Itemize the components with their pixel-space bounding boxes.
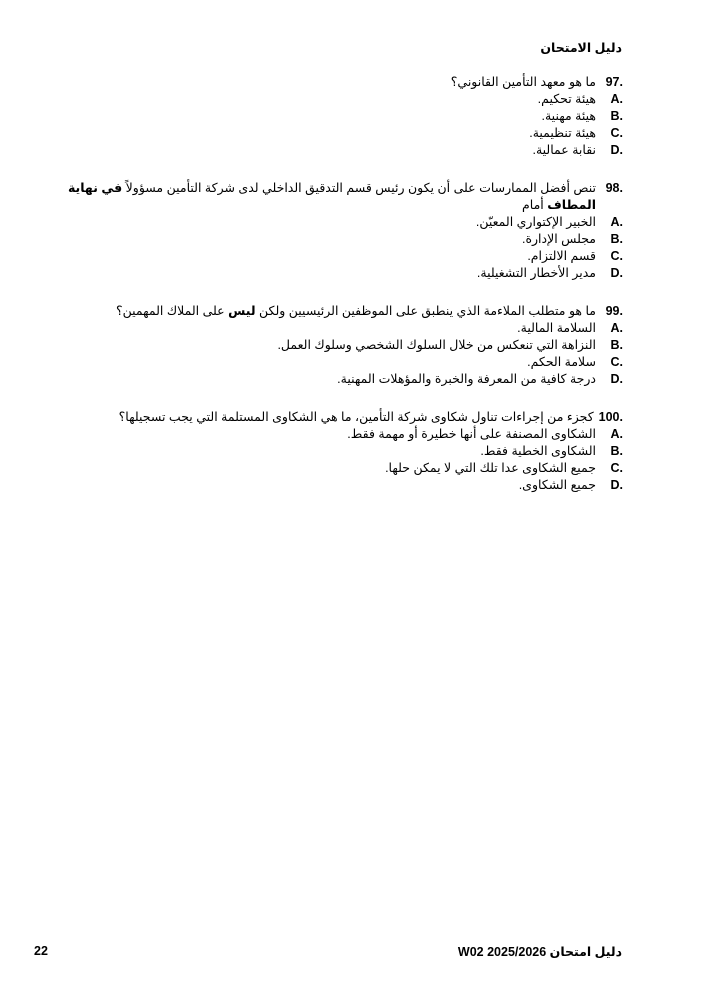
- option-a: [63, 320, 623, 337]
- option-letter: D.: [610, 266, 623, 280]
- question-line: [63, 74, 623, 91]
- option-letter: D.: [610, 372, 623, 386]
- option-letter: B.: [610, 109, 623, 123]
- question-line: [63, 409, 623, 426]
- options-list: [63, 320, 623, 388]
- option-b: [63, 443, 623, 460]
- option-c: [63, 460, 623, 477]
- question-text-part: تنص أفضل الممارسات على أن يكون رئيس قسم التدقيق الداخلي لدى شركة التأمين مسؤولاً: [122, 181, 596, 195]
- question-text: كجزء من إجراءات تناول شكاوى شركة التأمين، ما هي الشكاوى المستلمة التي يجب تسجيلها؟: [118, 410, 594, 424]
- option-letter: B.: [610, 232, 623, 246]
- option-letter: C.: [610, 461, 623, 475]
- option-text: مجلس الإدارة.: [521, 232, 596, 246]
- page-header: دليل الامتحان: [540, 41, 622, 55]
- option-text: الشكاوى المصنفة على أنها خطيرة أو مهمة فقط.: [347, 427, 596, 441]
- option-letter: B.: [610, 444, 623, 458]
- option-text: جميع الشكاوى عدا تلك التي لا يمكن حلها.: [385, 461, 596, 475]
- question-100: [63, 409, 623, 494]
- option-b: [63, 337, 623, 354]
- option-letter: A.: [610, 321, 623, 335]
- question-text: [63, 303, 596, 320]
- option-d: [63, 142, 623, 159]
- question-text-emphasis: ليس: [228, 304, 256, 318]
- option-text: الخبير الإكتواري المعيّن.: [475, 215, 596, 229]
- option-text: درجة كافية من المعرفة والخبرة والمؤهلات المهنية.: [337, 372, 596, 386]
- question-97: [63, 74, 623, 159]
- option-text: الشكاوى الخطية فقط.: [480, 444, 596, 458]
- option-text: هيئة تنظيمية.: [529, 126, 596, 140]
- question-text-part: أمام: [522, 198, 548, 212]
- option-c: [63, 248, 623, 265]
- option-d: [63, 265, 623, 282]
- option-text: النزاهة التي تنعكس من خلال السلوك الشخصي وسلوك العمل.: [277, 338, 596, 352]
- option-c: [63, 125, 623, 142]
- option-text: هيئة تحكيم.: [537, 92, 596, 106]
- footer-guide-label: دليل امتحان 2025/2026 W02: [457, 945, 622, 959]
- option-d: [63, 371, 623, 388]
- option-a: [63, 91, 623, 108]
- options-list: [63, 91, 623, 159]
- option-text: هيئة مهنية.: [541, 109, 596, 123]
- option-letter: D.: [610, 478, 623, 492]
- options-list: [63, 214, 623, 282]
- option-letter: D.: [610, 143, 623, 157]
- option-text: السلامة المالية.: [517, 321, 596, 335]
- option-text: جميع الشكاوى.: [518, 478, 596, 492]
- option-a: [63, 214, 623, 231]
- question-number: 97.: [605, 75, 623, 89]
- page-number: 22: [34, 944, 48, 958]
- question-number: 98.: [605, 181, 623, 195]
- question-line: [63, 303, 623, 320]
- question-98: [63, 180, 623, 282]
- option-text: قسم الالتزام.: [527, 249, 596, 263]
- question-text-emphasis: في نهاية المطاف: [67, 181, 596, 212]
- question-text: [63, 180, 596, 214]
- option-b: [63, 108, 623, 125]
- question-number: 99.: [605, 304, 623, 318]
- option-text: مدير الأخطار التشغيلية.: [476, 266, 596, 280]
- option-c: [63, 354, 623, 371]
- option-a: [63, 426, 623, 443]
- option-letter: A.: [610, 427, 623, 441]
- option-letter: C.: [610, 355, 623, 369]
- options-list: [63, 426, 623, 494]
- option-letter: C.: [610, 249, 623, 263]
- option-d: [63, 477, 623, 494]
- option-text: سلامة الحكم.: [527, 355, 596, 369]
- question-99: [63, 303, 623, 388]
- question-text-part: ما هو متطلب الملاءمة الذي ينطبق على الموظفين الرئيسيين ولكن: [255, 304, 596, 318]
- question-line: [63, 180, 623, 214]
- option-letter: B.: [610, 338, 623, 352]
- option-text: نقابة عمالية.: [532, 143, 596, 157]
- option-letter: A.: [610, 215, 623, 229]
- questions-list: [63, 74, 623, 515]
- option-letter: C.: [610, 126, 623, 140]
- option-b: [63, 231, 623, 248]
- question-text-part: على الملاك المهمين؟: [115, 304, 229, 318]
- question-number: 100.: [598, 410, 623, 424]
- question-text: ما هو معهد التأمين القانوني؟: [450, 75, 596, 89]
- option-letter: A.: [610, 92, 623, 106]
